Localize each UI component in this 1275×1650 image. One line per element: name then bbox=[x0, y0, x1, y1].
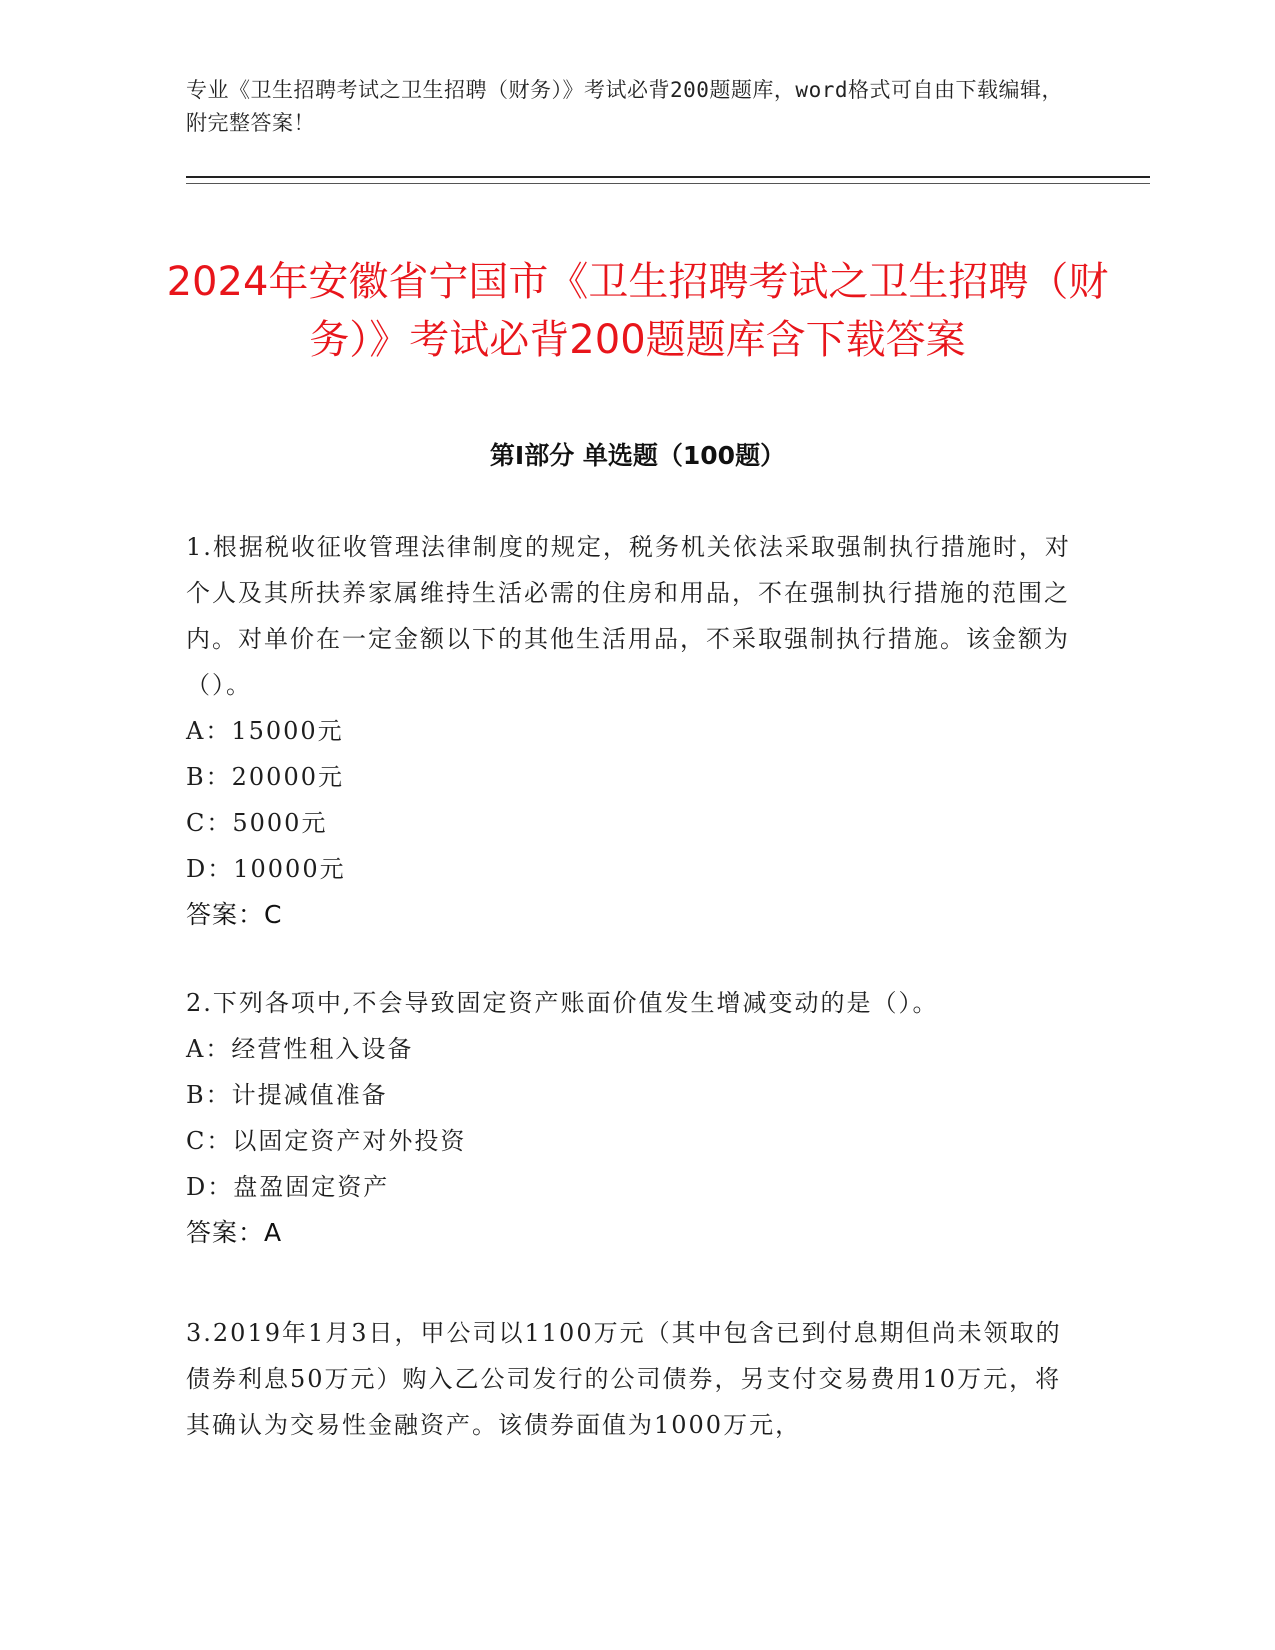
option-a: A：15000元 bbox=[186, 717, 344, 745]
option-d: D：10000元 bbox=[186, 855, 346, 883]
answer-line: 答案：C bbox=[186, 900, 283, 929]
question-2 bbox=[186, 980, 1076, 1256]
header-divider-thin bbox=[186, 183, 1150, 184]
header-divider bbox=[186, 176, 1150, 178]
option-c: C：以固定资产对外投资 bbox=[186, 1127, 467, 1155]
document-title: 2024年安徽省宁国市《卫生招聘考试之卫生招聘（财务）》考试必背200题题库含下载答案 bbox=[166, 258, 1109, 363]
header-note: 专业《卫生招聘考试之卫生招聘（财务）》考试必背200题题库，word格式可自由下载编辑，附完整答案！ bbox=[186, 78, 1063, 135]
option-a: A：经营性租入设备 bbox=[186, 1035, 414, 1063]
option-b: B：计提减值准备 bbox=[186, 1081, 388, 1109]
question-stem: 1.根据税收征收管理法律制度的规定，税务机关依法采取强制执行措施时，对个人及其所扶养家属维持生活必需的住房和用品，不在强制执行措施的范围之内。对单价在一定金额以下的其他生活用品，不采取强制执行措施。该金额为（）。 bbox=[186, 533, 1071, 699]
section-title: 第Ⅰ部分 单选题（100题） bbox=[489, 441, 786, 470]
question-1 bbox=[186, 524, 1076, 938]
option-b: B：20000元 bbox=[186, 763, 344, 791]
option-c: C：5000元 bbox=[186, 809, 328, 837]
question-stem: 3.2019年1月3日，甲公司以1100万元（其中包含已到付息期但尚未领取的债券利息50万元）购入乙公司发行的公司债券，另支付交易费用10万元，将其确认为交易性金融资产。该债券面值为1000万元， bbox=[186, 1319, 1062, 1439]
question-3 bbox=[186, 1310, 1076, 1448]
option-d: D：盘盈固定资产 bbox=[186, 1173, 390, 1201]
answer-line: 答案：A bbox=[186, 1218, 283, 1247]
question-stem: 2.下列各项中,不会导致固定资产账面价值发生增减变动的是（）。 bbox=[186, 989, 939, 1017]
